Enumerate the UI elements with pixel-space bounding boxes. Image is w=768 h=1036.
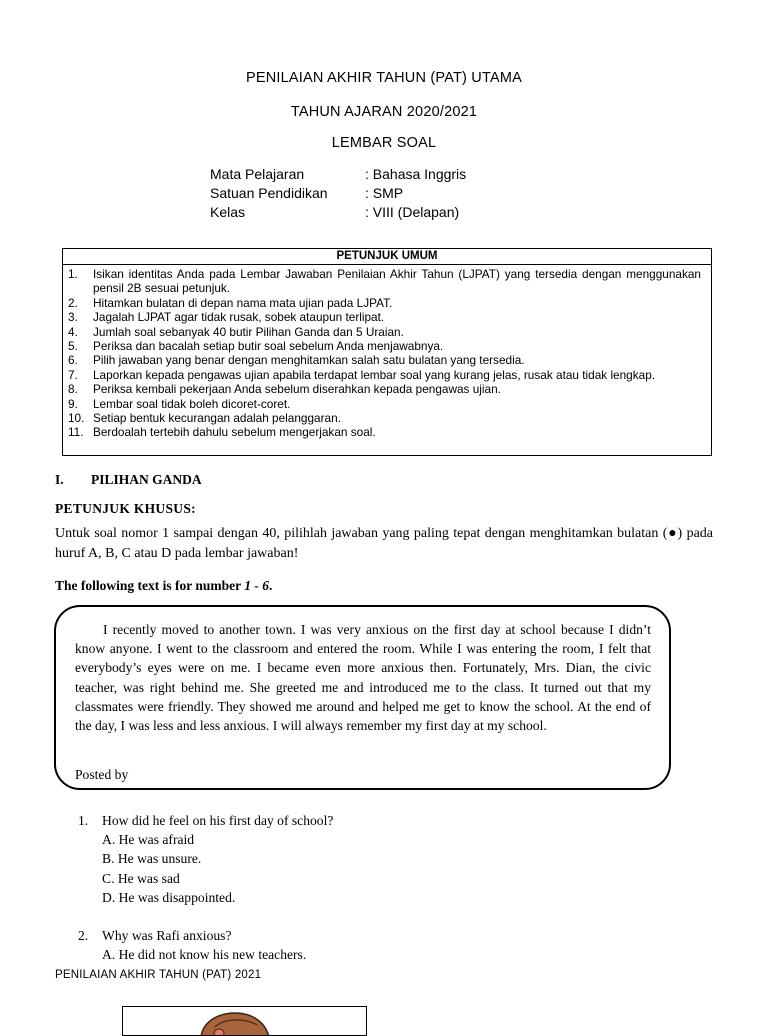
passage-intro bbox=[55, 578, 272, 594]
instruction-number: 9. bbox=[68, 396, 78, 411]
passage-posted-by: Posted by bbox=[75, 767, 129, 782]
instruction-text: Periksa kembali pekerjaan Anda sebelum diserahkan kepada pengawas ujian. bbox=[93, 382, 501, 397]
general-instructions-list bbox=[63, 267, 711, 440]
instruction-text: Jumlah soal sebanyak 40 butir Pilihan Ganda dan 5 Uraian. bbox=[93, 324, 404, 339]
info-label: Kelas bbox=[210, 204, 246, 220]
general-instructions-heading: PETUNJUK UMUM bbox=[63, 249, 711, 265]
instruction-number: 7. bbox=[68, 367, 78, 382]
illustration-image bbox=[122, 1006, 367, 1036]
instruction-item bbox=[63, 397, 711, 411]
reading-passage-box bbox=[54, 605, 671, 790]
section-title: PILIHAN GANDA bbox=[91, 472, 202, 487]
answer-options bbox=[102, 945, 306, 964]
question-text: How did he feel on his first day of school? bbox=[102, 813, 334, 828]
answer-option: A. He did not know his new teachers. bbox=[102, 947, 307, 962]
instruction-number: 6. bbox=[68, 353, 78, 368]
passage-intro-suffix: . bbox=[269, 578, 273, 593]
instruction-text: Isikan identitas Anda pada Lembar Jawaban Penilaian Akhir Tahun (LJPAT) yang tersedia dengan menggunakan pensil 2B sesuai petunjuk. bbox=[93, 267, 701, 296]
instruction-item bbox=[63, 267, 711, 296]
instruction-item bbox=[63, 411, 711, 425]
answer-options bbox=[102, 830, 235, 907]
instruction-item bbox=[63, 310, 711, 324]
instruction-item bbox=[63, 296, 711, 310]
instruction-item bbox=[63, 339, 711, 353]
instruction-item bbox=[63, 353, 711, 367]
instruction-text: Jagalah LJPAT agar tidak rusak, sobek ataupun terlipat. bbox=[93, 310, 385, 325]
reading-passage: I recently moved to another town. I was very anxious on the first day at school because I didn’t know anyone. I went to the classroom and entered the room. While I was entering the room, I felt that everybody’s eyes were on me. I became even more anxious then. Fortunately, Mrs. Dian, the civic teacher, was right behind me. She greeted me and introduced me to the class. It turned out that my classmates were friendly. They showed me around and helped me get to know the school. At the end of the day, I was less and less anxious. I will always remember my first day at my school. bbox=[75, 622, 651, 734]
instruction-text: Lembar soal tidak boleh dicoret-coret. bbox=[93, 396, 291, 411]
general-instructions-box bbox=[62, 248, 712, 456]
instruction-text: Setiap bentuk kecurangan adalah pelanggaran. bbox=[93, 411, 341, 426]
instruction-item bbox=[63, 382, 711, 396]
instruction-text: Periksa dan bacalah setiap butir soal sebelum Anda menjawabnya. bbox=[93, 339, 444, 354]
instruction-number: 1. bbox=[68, 267, 78, 281]
specific-instructions-heading: PETUNJUK KHUSUS: bbox=[55, 501, 196, 516]
cartoon-illustration-icon bbox=[123, 1007, 367, 1036]
question-text: Why was Rafi anxious? bbox=[102, 928, 232, 943]
instruction-text: Berdoalah tertebih dahulu sebelum mengerjakan soal. bbox=[93, 425, 376, 440]
instruction-text: Pilih jawaban yang benar dengan menghitamkan salah satu bulatan yang tersedia. bbox=[93, 353, 525, 368]
instruction-number: 4. bbox=[68, 324, 78, 339]
info-value: : Bahasa Inggris bbox=[365, 166, 467, 182]
page-footer: PENILAIAN AKHIR TAHUN (PAT) 2021 bbox=[55, 969, 262, 981]
instruction-number: 3. bbox=[68, 310, 78, 325]
answer-option: D. He was disappointed. bbox=[102, 889, 236, 905]
instruction-number: 2. bbox=[68, 295, 78, 310]
exam-title: PENILAIAN AKHIR TAHUN (PAT) UTAMA bbox=[246, 70, 522, 86]
instruction-item bbox=[63, 325, 711, 339]
instruction-item bbox=[63, 368, 711, 382]
instruction-number: 10. bbox=[68, 411, 85, 426]
passage-intro-range: 1 - 6 bbox=[244, 578, 270, 593]
instruction-text: Hitamkan bulatan di depan nama mata ujian pada LJPAT. bbox=[93, 295, 393, 310]
answer-option: A. He was afraid bbox=[102, 832, 195, 847]
specific-instructions-text: Untuk soal nomor 1 sampai dengan 40, pilihlah jawaban yang paling tepat dengan menghitamkan bulatan (●) pada huruf A, B, C atau D pada lembar jawaban! bbox=[55, 526, 713, 561]
question-number: 1. bbox=[78, 813, 89, 828]
answer-option: C. He was sad bbox=[102, 870, 180, 886]
instruction-number: 8. bbox=[68, 382, 78, 397]
info-label: Satuan Pendidikan bbox=[210, 185, 328, 201]
instruction-number: 5. bbox=[68, 339, 78, 354]
instruction-item bbox=[63, 425, 711, 439]
instruction-text: Laporkan kepada pengawas ujian apabila terdapat lembar soal yang kurang jelas, rusak atau tidak lengkap. bbox=[93, 367, 656, 382]
passage-intro-prefix: The following text is for number bbox=[55, 578, 245, 593]
answer-option: B. He was unsure. bbox=[102, 851, 202, 867]
question-number: 2. bbox=[78, 928, 89, 943]
sheet-title: LEMBAR SOAL bbox=[331, 135, 437, 151]
section-number: I. bbox=[55, 472, 64, 487]
info-value: : SMP bbox=[365, 185, 404, 201]
info-value: : VIII (Delapan) bbox=[365, 204, 460, 220]
instruction-number: 11. bbox=[68, 425, 84, 440]
info-label: Mata Pelajaran bbox=[210, 166, 305, 182]
academic-year: TAHUN AJARAN 2020/2021 bbox=[290, 104, 478, 120]
